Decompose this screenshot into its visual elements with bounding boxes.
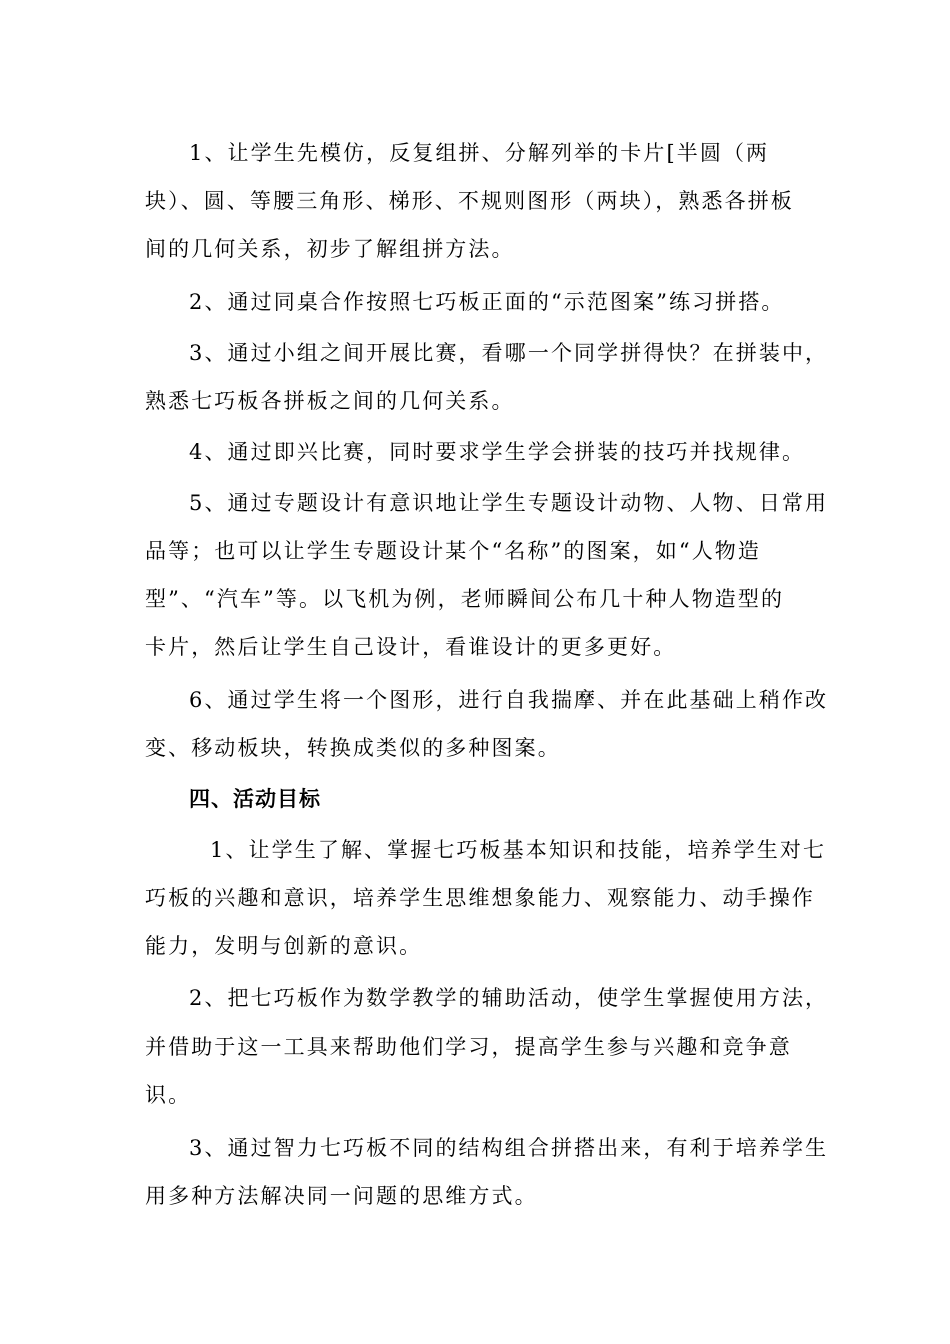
- paragraph-3-line-2: 熟悉七巧板各拼板之间的几何关系。: [145, 389, 515, 413]
- goal-1-line-2: 巧板的兴趣和意识，培养学生思维想象能力、观察能力、动手操作: [145, 886, 815, 910]
- paragraph-2-line-1: 2、通过同桌合作按照七巧板正面的“示范图案”练习拼搭。: [189, 290, 785, 314]
- goal-3-line-2: 用多种方法解决同一问题的思维方式。: [145, 1184, 538, 1208]
- goal-1-line-3: 能力，发明与创新的意识。: [145, 934, 423, 958]
- paragraph-5-line-2: 品等；也可以让学生专题设计某个“名称”的图案，如“人物造: [145, 539, 762, 563]
- goal-2-line-3: 识。: [145, 1083, 192, 1107]
- paragraph-1-line-3: 间的几何关系，初步了解组拼方法。: [145, 237, 515, 261]
- paragraph-1-line-2: 块）、圆、等腰三角形、梯形、不规则图形（两块），熟悉各拼板: [145, 189, 794, 213]
- goal-2-line-1: 2、把七巧板作为数学教学的辅助活动，使学生掌握使用方法，: [189, 986, 829, 1010]
- goal-2-line-2: 并借助于这一工具来帮助他们学习，提高学生参与兴趣和竞争意: [145, 1035, 792, 1059]
- paragraph-5-line-3: 型”、“汽车”等。以飞机为例，老师瞬间公布几十种人物造型的: [145, 587, 785, 611]
- paragraph-3-line-1: 3、通过小组之间开展比赛，看哪一个同学拼得快？在拼装中，: [189, 341, 829, 365]
- paragraph-5-line-1: 5、通过专题设计有意识地让学生专题设计动物、人物、日常用: [189, 491, 829, 515]
- goal-1-line-1: 1、让学生了解、掌握七巧板基本知识和技能，培养学生对七: [210, 838, 827, 862]
- paragraph-6-line-2: 变、移动板块，转换成类似的多种图案。: [145, 736, 561, 760]
- section-heading: 四、活动目标: [189, 787, 321, 811]
- goal-3-line-1: 3、通过智力七巧板不同的结构组合拼搭出来，有利于培养学生: [189, 1136, 829, 1160]
- paragraph-6-line-1: 6、通过学生将一个图形，进行自我揣摩、并在此基础上稍作改: [189, 688, 829, 712]
- paragraph-1-line-1: 1、让学生先模仿，反复组拼、分解列举的卡片[半圆（两: [189, 141, 770, 165]
- paragraph-5-line-4: 卡片，然后让学生自己设计，看谁设计的更多更好。: [145, 635, 677, 659]
- paragraph-4-line-1: 4、通过即兴比赛，同时要求学生学会拼装的技巧并找规律。: [189, 440, 806, 464]
